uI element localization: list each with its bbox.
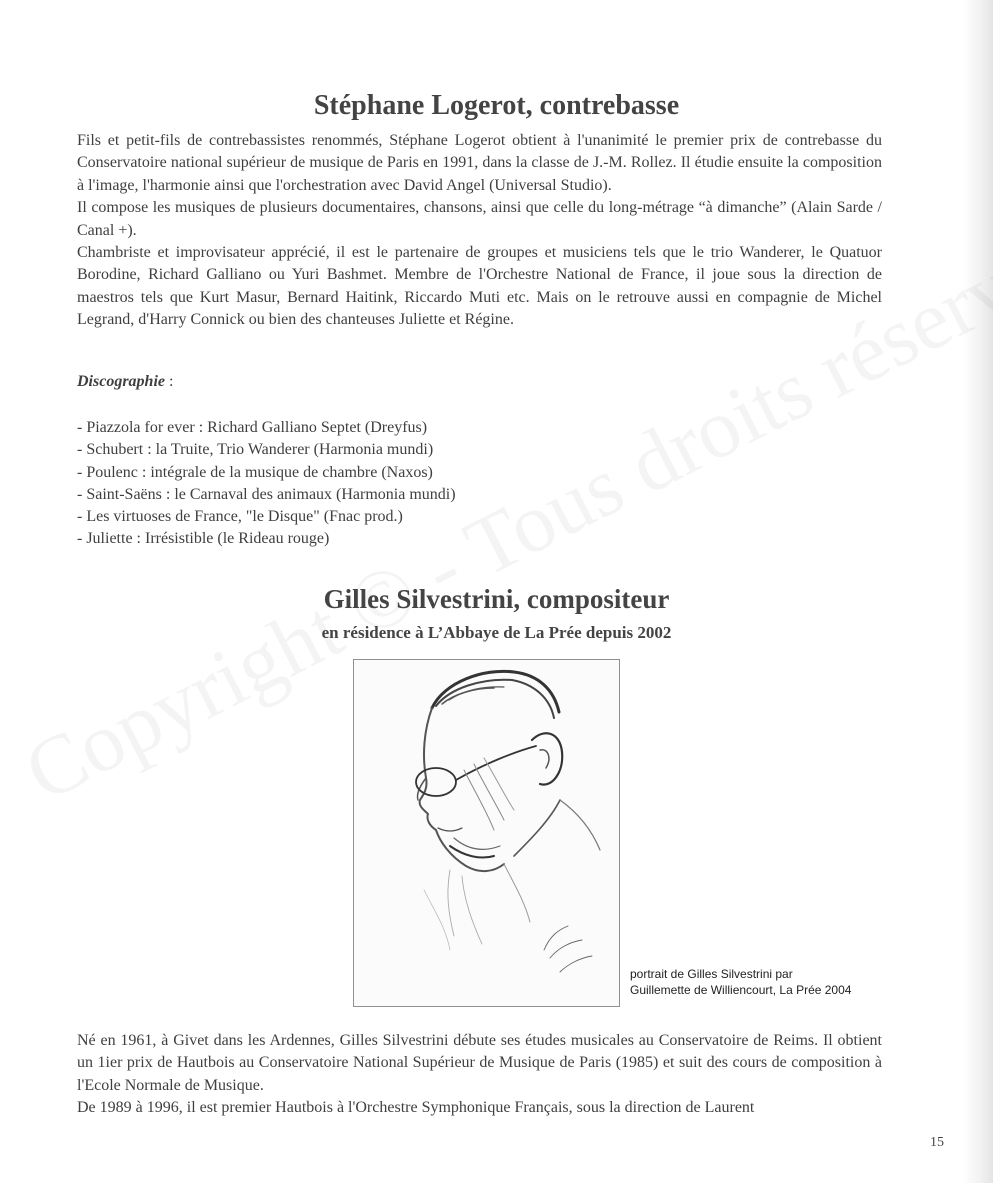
- caption-line: Guillemette de Williencourt, La Prée 2004: [630, 983, 852, 997]
- bio-paragraph: Il compose les musiques de plusieurs documentaires, chansons, ainsi que celle du long-métrage “à dimanche” (Alain Sarde / Canal +).: [77, 199, 882, 239]
- portrait-caption: [630, 966, 851, 998]
- portrait-drawing: [354, 660, 619, 1006]
- section-subtitle-residence: en résidence à L’Abbaye de La Prée depuis 2002: [321, 623, 672, 642]
- discography-label: Discographie: [77, 373, 165, 390]
- discography-item: - Saint-Saëns : le Carnaval des animaux (Harmonia mundi): [77, 485, 456, 503]
- logerot-biography: [77, 130, 882, 332]
- discography-item: - Schubert : la Truite, Trio Wanderer (Harmonia mundi): [77, 441, 434, 459]
- bio-paragraph: Chambriste et improvisateur apprécié, il est le partenaire de groupes et musiciens tels que le trio Wanderer, le Quatuor Borodine, Richard Galliano ou Yuri Bashmet. Membre de l'Orchestre National de France, il joue sous la direction de maestros tels que Kurt Masur, Bernard Haitink, Riccardo Muti etc. Mais on le retrouve aussi en compagnie de Michel Legrand, d'Harry Connick ou bien des chanteuses Juliette et Régine.: [77, 244, 882, 329]
- section-title-logerot: Stéphane Logerot, contrebasse: [313, 90, 680, 121]
- portrait-sketch: [353, 659, 620, 1007]
- discography-item: - Juliette : Irrésistible (le Rideau rouge): [77, 530, 330, 548]
- discography-item: - Piazzola for ever : Richard Galliano Septet (Dreyfus): [77, 419, 428, 436]
- page-number: 15: [930, 1135, 944, 1150]
- discography-colon: :: [165, 373, 174, 390]
- section-title-silvestrini: Gilles Silvestrini, compositeur: [323, 584, 670, 614]
- caption-line: portrait de Gilles Silvestrini par: [630, 967, 793, 981]
- bio-paragraph: De 1989 à 1996, il est premier Hautbois à l'Orchestre Symphonique Français, sous la direction de Laurent: [77, 1099, 755, 1117]
- discography-item: - Poulenc : intégrale de la musique de chambre (Naxos): [77, 463, 433, 481]
- discography-list: [77, 417, 456, 551]
- discography-heading: [77, 373, 173, 391]
- discography-item: - Les virtuoses de France, "le Disque" (Fnac prod.): [77, 508, 403, 526]
- bio-paragraph: Fils et petit-fils de contrebassistes renommés, Stéphane Logerot obtient à l'unanimité le premier prix de contrebasse du Conservatoire national supérieur de musique de Paris en 1991, dans la classe de J.-M. Rollez. Il étudie ensuite la composition à l'image, l'harmonie ainsi que l'orchestration avec David Angel (Universal Studio).: [77, 132, 882, 194]
- bio-paragraph: Né en 1961, à Givet dans les Ardennes, Gilles Silvestrini débute ses études musicales au Conservatoire de Reims. Il obtient un 1ier prix de Hautbois au Conservatoire National Supérieur de Musique de Paris (1985) et suit des cours de composition à l'Ecole Normale de Musique.: [77, 1032, 882, 1094]
- silvestrini-biography: [77, 1030, 882, 1120]
